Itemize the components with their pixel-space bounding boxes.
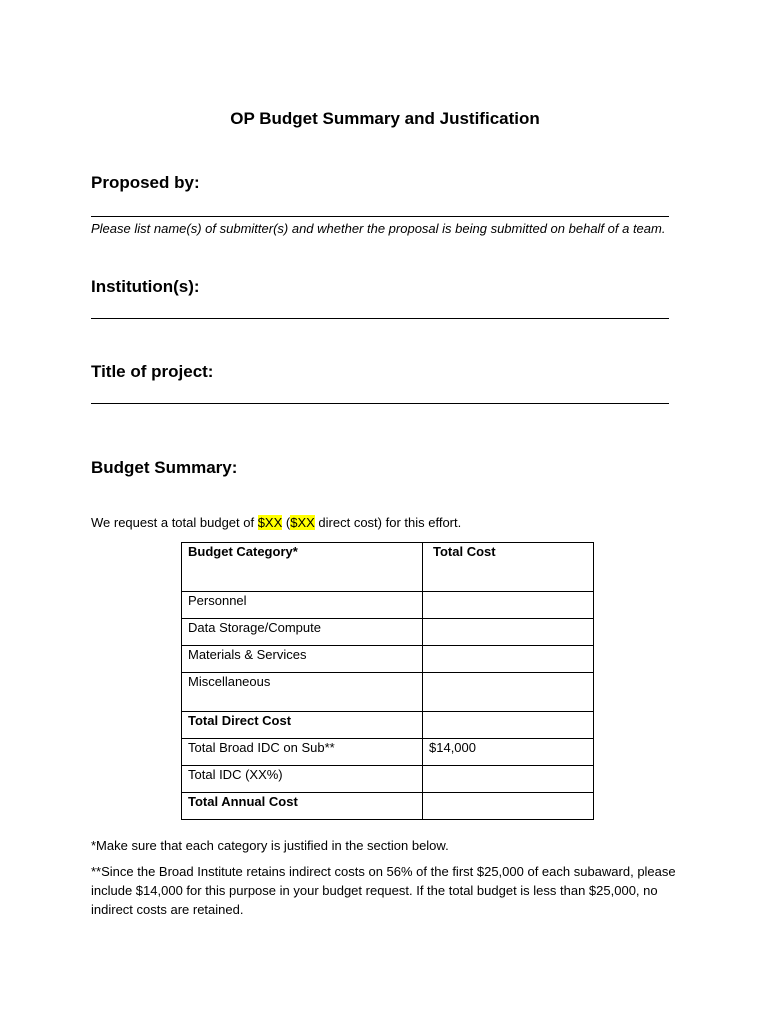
row-category: Data Storage/Compute <box>182 619 423 646</box>
row-cost-cell[interactable] <box>423 793 594 820</box>
row-cost-cell[interactable] <box>423 712 594 739</box>
document-title: OP Budget Summary and Justification <box>230 109 540 128</box>
row-category: Materials & Services <box>182 646 423 673</box>
proposed-by-field[interactable] <box>91 216 669 217</box>
budget-table <box>181 542 594 820</box>
row-category: Total Direct Cost <box>182 712 423 739</box>
table-row <box>182 712 594 739</box>
row-cost-cell[interactable] <box>423 619 594 646</box>
proposed-by-note: Please list name(s) of submitter(s) and whether the proposal is being submitted on behalf of a team. <box>91 221 666 236</box>
row-category: Personnel <box>182 592 423 619</box>
project-title-field[interactable] <box>91 403 669 404</box>
table-row <box>182 592 594 619</box>
table-row <box>182 766 594 793</box>
row-category: Total Annual Cost <box>182 793 423 820</box>
row-cost-cell[interactable] <box>423 592 594 619</box>
project-title-heading: Title of project: <box>91 362 214 381</box>
direct-cost-placeholder: $XX <box>290 515 315 530</box>
total-budget-placeholder: $XX <box>257 515 283 530</box>
institutions-field[interactable] <box>91 318 669 319</box>
budget-summary-heading: Budget Summary: <box>91 458 238 477</box>
table-header-row <box>182 543 594 592</box>
table-row <box>182 673 594 712</box>
request-suffix: direct cost) for this effort. <box>314 515 462 530</box>
table-row <box>182 619 594 646</box>
table-row <box>182 793 594 820</box>
request-prefix: We request a total budget of <box>91 515 258 530</box>
row-category: Total IDC (XX%) <box>182 766 423 793</box>
row-category: Miscellaneous <box>182 673 423 712</box>
footnote-category-justification: *Make sure that each category is justified in the section below. <box>91 838 449 853</box>
row-cost-cell[interactable] <box>423 646 594 673</box>
footnote-indirect-costs: **Since the Broad Institute retains indirect costs on 56% of the first $25,000 of each subaward, please include $14,000 for this purpose in your budget request. If the total budget is less than $25,000, no indirect costs are retained. <box>91 864 676 917</box>
budget-request-sentence <box>91 515 461 530</box>
row-cost-cell[interactable] <box>423 673 594 712</box>
row-category: Total Broad IDC on Sub** <box>182 739 423 766</box>
row-cost-cell[interactable]: $14,000 <box>423 739 594 766</box>
institutions-heading: Institution(s): <box>91 277 200 296</box>
request-mid: ( <box>282 515 291 530</box>
table-row <box>182 646 594 673</box>
row-cost-cell[interactable] <box>423 766 594 793</box>
table-row <box>182 739 594 766</box>
proposed-by-heading: Proposed by: <box>91 173 200 192</box>
header-budget-category: Budget Category* <box>182 543 423 592</box>
header-total-cost: Total Cost <box>423 543 594 592</box>
